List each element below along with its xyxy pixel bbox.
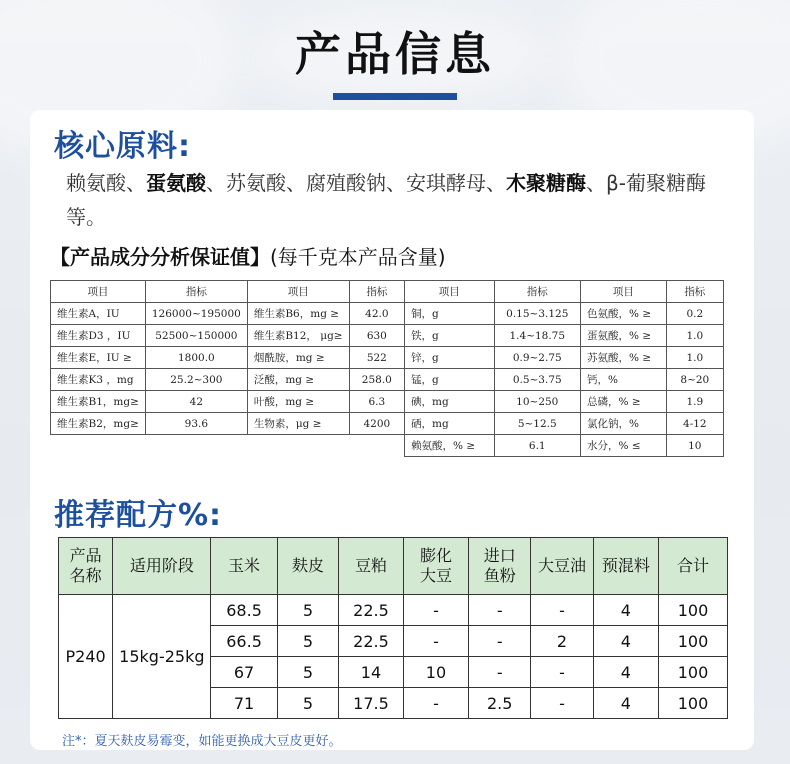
recipe-value-cell: 5	[277, 688, 339, 719]
analysis-header-cell: 指标	[145, 281, 247, 303]
analysis-value-cell: 42.0	[349, 303, 404, 325]
recipe-value-cell: 22.5	[339, 595, 403, 626]
analysis-value-cell: 0.5~3.75	[494, 369, 581, 391]
recipe-value-cell: -	[531, 657, 593, 688]
recipe-header-cell: 豆粕	[339, 538, 403, 595]
analysis-item-cell: 维生素B2，mg≥	[51, 413, 146, 435]
recipe-header-cell: 产品 名称	[59, 538, 113, 595]
recipe-value-cell: 100	[659, 595, 728, 626]
recipe-header-cell: 玉米	[211, 538, 277, 595]
analysis-item-cell: 泛酸，mg ≥	[247, 369, 349, 391]
analysis-header-row	[51, 281, 724, 303]
ingredient-highlight: 蛋氨酸	[146, 171, 206, 195]
analysis-value-cell: 1.0	[666, 347, 723, 369]
analysis-value-cell: 1.4~18.75	[494, 325, 581, 347]
analysis-value-cell: 52500~150000	[145, 325, 247, 347]
analysis-item-cell: 铁，g	[405, 325, 494, 347]
analysis-heading	[50, 241, 446, 270]
recipe-note: 注*：夏天麸皮易霉变，如能更换成大豆皮更好。	[62, 734, 342, 749]
analysis-value-cell: 8~20	[666, 369, 723, 391]
analysis-value-cell: 25.2~300	[145, 369, 247, 391]
recipe-row	[59, 595, 728, 626]
core-heading: 核心原料:	[54, 129, 191, 164]
page-title: 产品信息	[295, 27, 495, 81]
analysis-item-cell: 维生素K3 ，mg	[51, 369, 146, 391]
recipe-heading: 推荐配方%:	[54, 498, 223, 533]
analysis-item-cell: 锌，g	[405, 347, 494, 369]
recipe-product-cell: P240	[59, 595, 113, 719]
analysis-value-cell: 93.6	[145, 413, 247, 435]
analysis-item-cell: 硒，mg	[405, 413, 494, 435]
recipe-value-cell: 5	[277, 626, 339, 657]
analysis-value-cell: 0.15~3.125	[494, 303, 581, 325]
analysis-value-cell: 1.9	[666, 391, 723, 413]
core-ingredients-text	[66, 166, 716, 234]
analysis-item-cell: 色氨酸，% ≥	[581, 303, 667, 325]
recipe-value-cell: 2.5	[469, 688, 531, 719]
analysis-item-cell	[51, 435, 146, 457]
analysis-row	[51, 413, 724, 435]
analysis-note: (每千克本产品含量)	[270, 245, 446, 269]
analysis-item-cell: 维生素B6，mg ≥	[247, 303, 349, 325]
recipe-value-cell: 22.5	[339, 626, 403, 657]
recipe-value-cell: -	[469, 595, 531, 626]
analysis-item-cell: 锰，g	[405, 369, 494, 391]
analysis-item-cell: 蛋氨酸，% ≥	[581, 325, 667, 347]
analysis-item-cell: 维生素D3 ，IU	[51, 325, 146, 347]
analysis-table	[50, 280, 724, 457]
recipe-header-cell: 合计	[659, 538, 728, 595]
recipe-value-cell: 67	[211, 657, 277, 688]
ingredient-text: 、β-葡聚糖酶等。	[66, 171, 706, 229]
recipe-stage-cell: 15kg-25kg	[113, 595, 211, 719]
recipe-value-cell: 100	[659, 688, 728, 719]
recipe-table	[58, 537, 728, 719]
analysis-item-cell: 维生素A，IU	[51, 303, 146, 325]
recipe-value-cell: 17.5	[339, 688, 403, 719]
analysis-value-cell: 6.1	[494, 435, 581, 457]
recipe-value-cell: 14	[339, 657, 403, 688]
analysis-value-cell: 10	[666, 435, 723, 457]
recipe-header-cell: 麸皮	[277, 538, 339, 595]
analysis-header-cell: 指标	[494, 281, 581, 303]
analysis-value-cell: 1800.0	[145, 347, 247, 369]
recipe-value-cell: -	[531, 595, 593, 626]
analysis-item-cell: 维生素E，IU ≥	[51, 347, 146, 369]
analysis-item-cell: 水分，% ≤	[581, 435, 667, 457]
analysis-item-cell: 生物素，μg ≥	[247, 413, 349, 435]
recipe-value-cell: -	[469, 626, 531, 657]
ingredient-highlight: 木聚糖酶	[506, 171, 586, 195]
analysis-header-cell: 项目	[51, 281, 146, 303]
analysis-value-cell: 258.0	[349, 369, 404, 391]
analysis-header-cell: 项目	[247, 281, 349, 303]
analysis-header-cell: 指标	[666, 281, 723, 303]
recipe-value-cell: -	[403, 688, 469, 719]
recipe-value-cell: -	[469, 657, 531, 688]
analysis-item-cell: 钙，%	[581, 369, 667, 391]
analysis-item-cell: 烟酰胺，mg ≥	[247, 347, 349, 369]
recipe-header-cell: 适用阶段	[113, 538, 211, 595]
analysis-value-cell: 42	[145, 391, 247, 413]
recipe-value-cell: 4	[593, 595, 658, 626]
analysis-item-cell: 叶酸，mg ≥	[247, 391, 349, 413]
recipe-value-cell: 100	[659, 626, 728, 657]
recipe-value-cell: -	[403, 626, 469, 657]
analysis-value-cell: 10~250	[494, 391, 581, 413]
analysis-item-cell: 维生素B12， μg≥	[247, 325, 349, 347]
analysis-value-cell: 126000~195000	[145, 303, 247, 325]
analysis-value-cell: 630	[349, 325, 404, 347]
analysis-row	[51, 435, 724, 457]
ingredient-text: 赖氨酸、	[66, 171, 146, 195]
recipe-value-cell: 5	[277, 595, 339, 626]
analysis-value-cell: 4-12	[666, 413, 723, 435]
recipe-value-cell: -	[531, 688, 593, 719]
analysis-item-cell: 苏氨酸，% ≥	[581, 347, 667, 369]
analysis-value-cell: 0.9~2.75	[494, 347, 581, 369]
recipe-value-cell: 5	[277, 657, 339, 688]
recipe-value-cell: 68.5	[211, 595, 277, 626]
title-underline	[333, 93, 457, 100]
analysis-row	[51, 303, 724, 325]
recipe-header-cell: 预混料	[593, 538, 658, 595]
recipe-header-cell: 膨化 大豆	[403, 538, 469, 595]
recipe-value-cell: 4	[593, 626, 658, 657]
recipe-value-cell: 71	[211, 688, 277, 719]
analysis-value-cell: 0.2	[666, 303, 723, 325]
analysis-item-cell: 赖氨酸，% ≥	[405, 435, 494, 457]
analysis-value-cell: 4200	[349, 413, 404, 435]
analysis-item-cell: 总磷，% ≥	[581, 391, 667, 413]
recipe-value-cell: 100	[659, 657, 728, 688]
analysis-row	[51, 325, 724, 347]
analysis-value-cell	[349, 435, 404, 457]
analysis-value-cell: 5~12.5	[494, 413, 581, 435]
analysis-title: 【产品成分分析保证值】	[50, 245, 270, 269]
analysis-row	[51, 391, 724, 413]
analysis-value-cell: 1.0	[666, 325, 723, 347]
recipe-value-cell: 10	[403, 657, 469, 688]
analysis-item-cell	[247, 435, 349, 457]
analysis-row	[51, 369, 724, 391]
analysis-header-cell: 指标	[349, 281, 404, 303]
recipe-header-cell: 进口 鱼粉	[469, 538, 531, 595]
analysis-header-cell: 项目	[405, 281, 494, 303]
analysis-item-cell: 氯化钠，%	[581, 413, 667, 435]
analysis-header-cell: 项目	[581, 281, 667, 303]
analysis-item-cell: 维生素B1，mg≥	[51, 391, 146, 413]
recipe-value-cell: 4	[593, 688, 658, 719]
recipe-value-cell: 2	[531, 626, 593, 657]
recipe-value-cell: 66.5	[211, 626, 277, 657]
analysis-item-cell: 铜，g	[405, 303, 494, 325]
analysis-item-cell: 碘，mg	[405, 391, 494, 413]
analysis-row	[51, 347, 724, 369]
ingredient-text: 、苏氨酸、腐殖酸钠、安琪酵母、	[206, 171, 506, 195]
analysis-value-cell	[145, 435, 247, 457]
recipe-value-cell: -	[403, 595, 469, 626]
analysis-value-cell: 522	[349, 347, 404, 369]
analysis-value-cell: 6.3	[349, 391, 404, 413]
recipe-value-cell: 4	[593, 657, 658, 688]
recipe-header-cell: 大豆油	[531, 538, 593, 595]
